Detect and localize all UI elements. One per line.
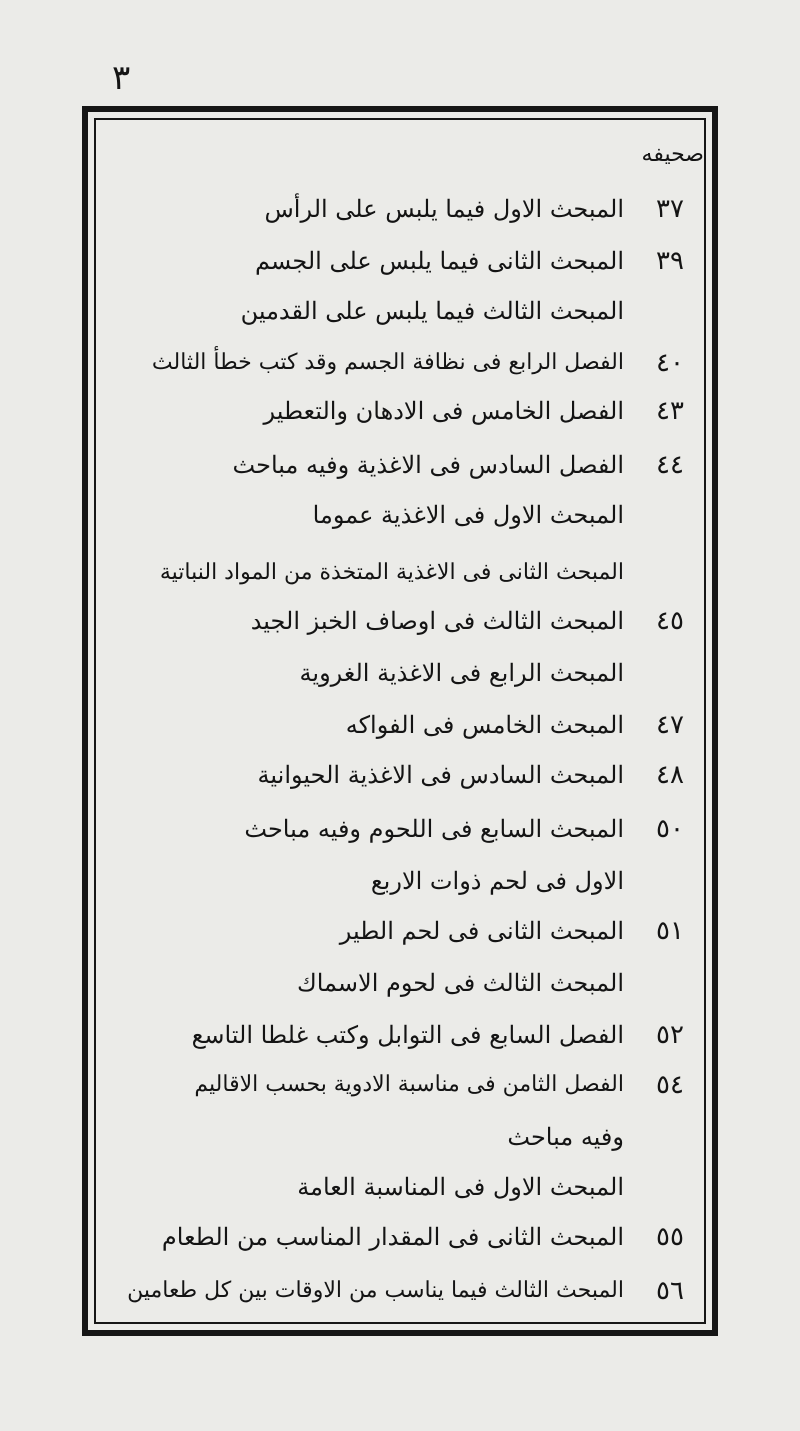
toc-page-number: ٤٣: [656, 396, 684, 426]
toc-entry: [100, 858, 704, 904]
toc-title: الفصل السادس فى الاغذية وفيه مباحث: [232, 451, 624, 479]
toc-entry: [100, 1214, 704, 1260]
toc-page-number: ٣٧: [656, 194, 684, 224]
toc-title: المبحث الثالث فى اوصاف الخبز الجيد: [250, 607, 624, 635]
toc-title: الفصل السابع فى التوابل وكتب غلطا التاسع: [191, 1021, 624, 1049]
toc-entry: [100, 288, 704, 334]
toc-entry: [100, 650, 704, 696]
page-column-header: صحيفه: [641, 142, 704, 167]
toc-entry: [100, 1114, 704, 1160]
toc-entry: [100, 752, 704, 798]
toc-title: المبحث الثالث فى لحوم الاسماك: [296, 969, 624, 997]
toc-page-number: ٥٤: [656, 1070, 684, 1100]
toc-page-number: ٥٢: [656, 1020, 684, 1050]
toc-entry: [100, 340, 704, 386]
toc-entry: [100, 1268, 704, 1314]
toc-title: المبحث السابع فى اللحوم وفيه مباحث: [244, 815, 624, 843]
toc-entry: [100, 702, 704, 748]
toc-entry: [100, 960, 704, 1006]
toc-title: الاول فى لحم ذوات الاربع: [370, 867, 624, 895]
toc-title: المبحث الثانى فى لحم الطير: [339, 917, 624, 945]
toc-page-number: ٤٨: [656, 760, 684, 790]
toc-entry: [100, 186, 704, 232]
toc-title: المبحث الرابع فى الاغذية الغروية: [299, 659, 624, 687]
toc-entry: [100, 1012, 704, 1058]
toc-entry: [100, 550, 704, 596]
toc-page-number: ٥٠: [656, 814, 684, 844]
toc-title: المبحث السادس فى الاغذية الحيوانية: [257, 761, 624, 789]
toc-page-number: ٣٩: [656, 246, 684, 276]
toc-entry: [100, 492, 704, 538]
toc-entry: [100, 442, 704, 488]
toc-title: المبحث الثالث فيما يلبس على القدمين: [240, 297, 624, 325]
toc-title: المبحث الخامس فى الفواكه: [345, 711, 624, 739]
toc-title: المبحث الثانى فى الاغذية المتخذة من المواد النباتية: [159, 560, 624, 585]
toc-entry: [100, 806, 704, 852]
page-number: ٣: [112, 58, 131, 98]
toc-entry: [100, 388, 704, 434]
toc-page-number: ٥٥: [656, 1222, 684, 1252]
toc-page-number: ٥١: [656, 916, 684, 946]
toc-title: المبحث الاول فيما يلبس على الرأس: [264, 195, 624, 223]
toc-entry: [100, 1164, 704, 1210]
toc-page-number: ٤٠: [656, 348, 684, 378]
toc-title: وفيه مباحث: [507, 1123, 624, 1151]
toc-page-number: ٤٧: [656, 710, 684, 740]
toc-entry: [100, 598, 704, 644]
toc-title: الفصل الثامن فى مناسبة الادوية بحسب الاقاليم: [194, 1072, 624, 1097]
toc-entry: [100, 238, 704, 284]
toc-page-number: ٤٤: [656, 450, 684, 480]
toc-entry: [100, 908, 704, 954]
toc-page-number: ٤٥: [656, 606, 684, 636]
toc-page-number: ٥٦: [656, 1276, 684, 1306]
toc-title: المبحث الثالث فيما يناسب من الاوقات بين كل طعامين: [127, 1278, 624, 1303]
toc-title: المبحث الاول فى الاغذية عموما: [312, 501, 624, 529]
toc-title: المبحث الثانى فى المقدار المناسب من الطعام: [161, 1223, 624, 1251]
toc-title: الفصل الخامس فى الادهان والتعطير: [263, 397, 624, 425]
toc-title: المبحث الاول فى المناسبة العامة: [297, 1173, 624, 1201]
toc-title: المبحث الثانى فيما يلبس على الجسم: [254, 247, 624, 275]
toc-entry: [100, 1062, 704, 1108]
toc-title: الفصل الرابع فى نظافة الجسم وقد كتب خطأ الثالث: [151, 350, 624, 375]
